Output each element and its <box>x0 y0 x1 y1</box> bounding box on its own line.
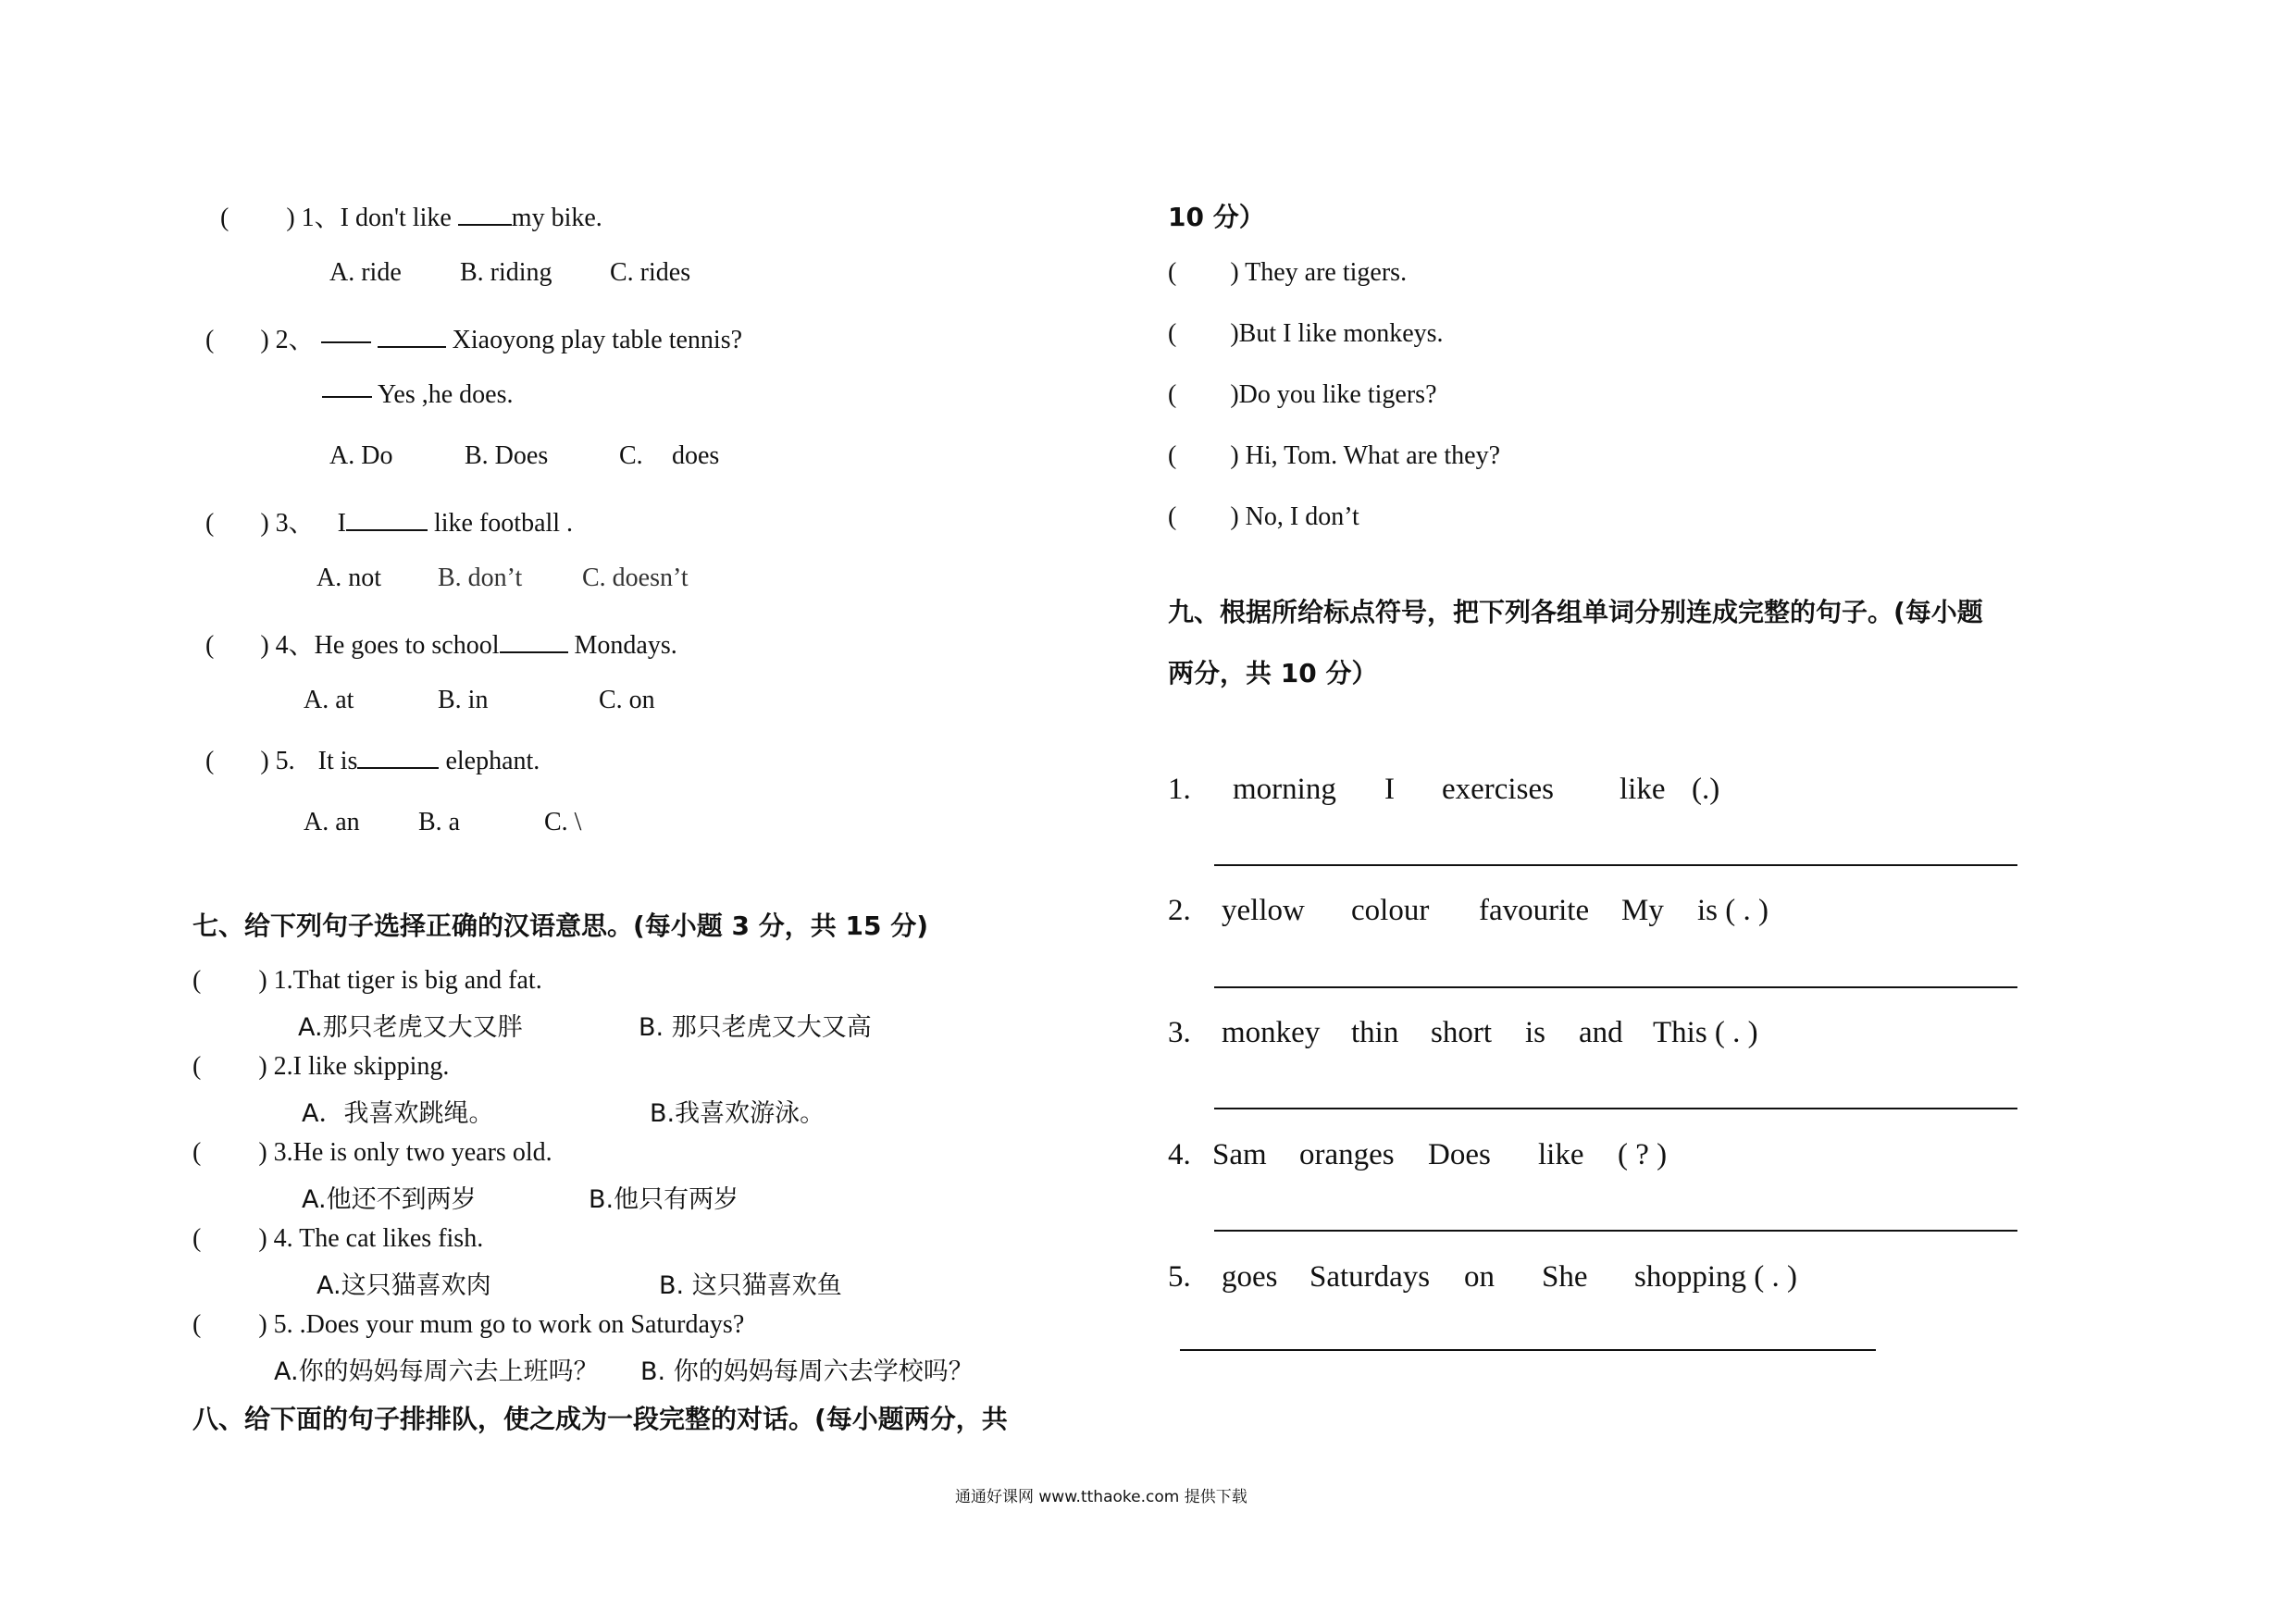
option-a: A. Do <box>329 441 393 470</box>
section-9-title-cont: 两分，共 10 分） <box>1168 658 1378 688</box>
s7-question-5: ( ) 5. .Does your mum go to work on Saturdays? <box>192 1310 745 1339</box>
s9-word: thin <box>1351 1016 1399 1049</box>
option-b: B. don’t <box>438 564 523 592</box>
s7-question-4: ( ) 4. The cat likes fish. <box>192 1224 484 1253</box>
question-2: ( ) 2、 Xiaoyong play table tennis? <box>205 326 743 354</box>
option-c: C. \ <box>544 808 582 836</box>
dialog-text: ) They are tigers. <box>1230 258 1408 287</box>
option-c: C. <box>619 441 643 470</box>
s7-question-text: ) 1.That tiger is big and fat. <box>258 966 542 995</box>
question-3: ( ) 3、 I like football . <box>205 509 574 538</box>
s9-word: like <box>1538 1138 1584 1171</box>
dialog-line-5: ( ) No, I don’t <box>1168 502 1359 531</box>
s9-punct: ( ? ) <box>1618 1138 1668 1171</box>
s9-word: exercises <box>1442 773 1554 806</box>
option-c: C. doesn’t <box>582 564 689 592</box>
option-c: C. rides <box>610 258 691 287</box>
dialog-line-3: ( )Do you like tigers? <box>1168 380 1437 409</box>
section-9-title: 九、根据所给标点符号，把下列各组单词分别连成完整的句子。(每小题 <box>1168 597 1983 627</box>
open-paren: ( <box>220 204 230 232</box>
option-c: C. on <box>599 686 655 714</box>
option-a: A. not <box>316 564 381 592</box>
question-4-stem: ) 4、He goes to school <box>260 631 500 660</box>
option-a: A. an <box>304 808 360 836</box>
s7-option-a: A.他还不到两岁 <box>302 1185 477 1214</box>
s9-word: like <box>1620 773 1666 806</box>
answer-blank <box>346 511 428 531</box>
s9-word: yellow <box>1222 894 1305 927</box>
question-2-num: ) 2、 <box>260 326 315 354</box>
s7-option-a: A．我喜欢跳绳。 <box>302 1099 494 1128</box>
dialog-text: )But I like monkeys. <box>1230 319 1444 348</box>
s7-question-text: ) 3.He is only two years old. <box>258 1138 552 1167</box>
s9-word: favourite <box>1479 894 1590 927</box>
s7-question-text: ) 2.I like skipping. <box>258 1052 450 1081</box>
s9-word: I <box>1384 773 1395 806</box>
s9-punct: (.) <box>1692 773 1720 806</box>
question-4-tail: Mondays. <box>574 631 677 660</box>
s9-word: This ( . ) <box>1653 1016 1758 1049</box>
answer-line <box>1214 864 2017 866</box>
s7-option-b: B. 这只猫喜欢鱼 <box>659 1271 842 1300</box>
s9-word: on <box>1464 1260 1495 1294</box>
s7-option-b: B. 那只老虎又大又高 <box>639 1013 872 1042</box>
s7-option-b: B. 你的妈妈每周六去学校吗？ <box>640 1357 974 1386</box>
answer-blank <box>357 749 439 769</box>
s9-word: colour <box>1351 894 1430 927</box>
s7-option-a: A.这只猫喜欢肉 <box>316 1271 491 1300</box>
question-1-stem: ) 1、I don't like <box>286 204 452 232</box>
section-8-title: 八、给下面的句子排排队，使之成为一段完整的对话。(每小题两分，共 <box>192 1404 1008 1434</box>
s9-word: oranges <box>1299 1138 1395 1171</box>
question-5-num: ) 5. <box>260 747 295 775</box>
question-2-answer <box>322 380 513 410</box>
answer-blank <box>500 633 568 653</box>
option-b: B. riding <box>460 258 552 287</box>
s7-option-b: B.他只有两岁 <box>589 1185 739 1214</box>
dialog-line-1: ( ) They are tigers. <box>1168 258 1408 287</box>
s9-word: My <box>1621 894 1664 927</box>
s9-word: Does <box>1428 1138 1491 1171</box>
s7-option-a: A.那只老虎又大又胖 <box>298 1013 523 1042</box>
answer-text: Yes ,he does. <box>377 380 514 409</box>
s9-item-number: 5. <box>1168 1260 1191 1294</box>
s9-word: She <box>1542 1260 1588 1294</box>
question-1 <box>220 197 602 234</box>
s7-option-b: B.我喜欢游泳。 <box>650 1099 825 1128</box>
question-3-num: ) 3、 <box>260 509 315 538</box>
option-a: A. at <box>304 686 354 714</box>
s7-question-text: ) 5. .Does your mum go to work on Saturdays? <box>258 1310 745 1339</box>
question-3-pre: I <box>337 509 346 538</box>
s9-word: Sam <box>1212 1138 1267 1171</box>
s7-question-1: ( ) 1.That tiger is big and fat. <box>192 966 542 995</box>
s7-question-2: ( ) 2.I like skipping. <box>192 1052 450 1081</box>
section-8-title-cont: 10 分） <box>1168 202 1265 232</box>
answer-line <box>1180 1349 1876 1351</box>
s9-word: and <box>1579 1016 1623 1049</box>
answer-line <box>1214 986 2017 988</box>
s9-word: monkey <box>1222 1016 1321 1049</box>
s9-word: is <box>1525 1016 1546 1049</box>
s9-word: shopping ( . ) <box>1634 1260 1797 1294</box>
dialog-text: ) Hi, Tom. What are they? <box>1230 441 1501 470</box>
option-b: B. in <box>438 686 489 714</box>
s9-punct: is ( . ) <box>1697 894 1769 927</box>
answer-blank <box>458 205 512 226</box>
s7-question-text: ) 4. The cat likes fish. <box>258 1224 484 1253</box>
footer-text: 通通好课网 www.tthaoke.com 提供下载 <box>955 1488 1247 1506</box>
answer-blank <box>378 328 446 348</box>
question-5: ( ) 5. It is elephant. <box>205 747 540 775</box>
question-2-tail: Xiaoyong play table tennis? <box>452 326 743 354</box>
answer-line <box>1214 1230 2017 1232</box>
dialog-text: )Do you like tigers? <box>1230 380 1437 409</box>
s9-item-number: 1. <box>1168 773 1191 806</box>
option-a: A. ride <box>329 258 402 287</box>
dialog-line-2: ( )But I like monkeys. <box>1168 319 1444 348</box>
s9-item-number: 4. <box>1168 1138 1191 1171</box>
dialog-text: ) No, I don’t <box>1230 502 1359 531</box>
question-5-tail: elephant. <box>445 747 540 775</box>
question-5-pre: It is <box>317 747 358 775</box>
s9-word: goes <box>1222 1260 1278 1294</box>
section-7-title: 七、给下列句子选择正确的汉语意思。(每小题 3 分，共 15 分) <box>192 911 929 941</box>
option-c-text: does <box>672 441 720 470</box>
s9-word: short <box>1431 1016 1492 1049</box>
dialog-line-4: ( ) Hi, Tom. What are they? <box>1168 441 1501 470</box>
s9-word: morning <box>1233 773 1336 806</box>
s7-question-3: ( ) 3.He is only two years old. <box>192 1138 552 1167</box>
s9-item-number: 2. <box>1168 894 1191 927</box>
s7-option-a: A.你的妈妈每周六去上班吗？ <box>274 1357 599 1386</box>
question-1-tail: my bike. <box>511 204 602 232</box>
s9-word: Saturdays <box>1309 1260 1431 1294</box>
option-b: B. Does <box>465 441 549 470</box>
question-4: ( ) 4、He goes to school Mondays. <box>205 631 677 660</box>
answer-line <box>1214 1108 2017 1109</box>
option-b: B. a <box>418 808 461 836</box>
s9-item-number: 3. <box>1168 1016 1191 1049</box>
question-3-tail: like football . <box>433 509 574 538</box>
